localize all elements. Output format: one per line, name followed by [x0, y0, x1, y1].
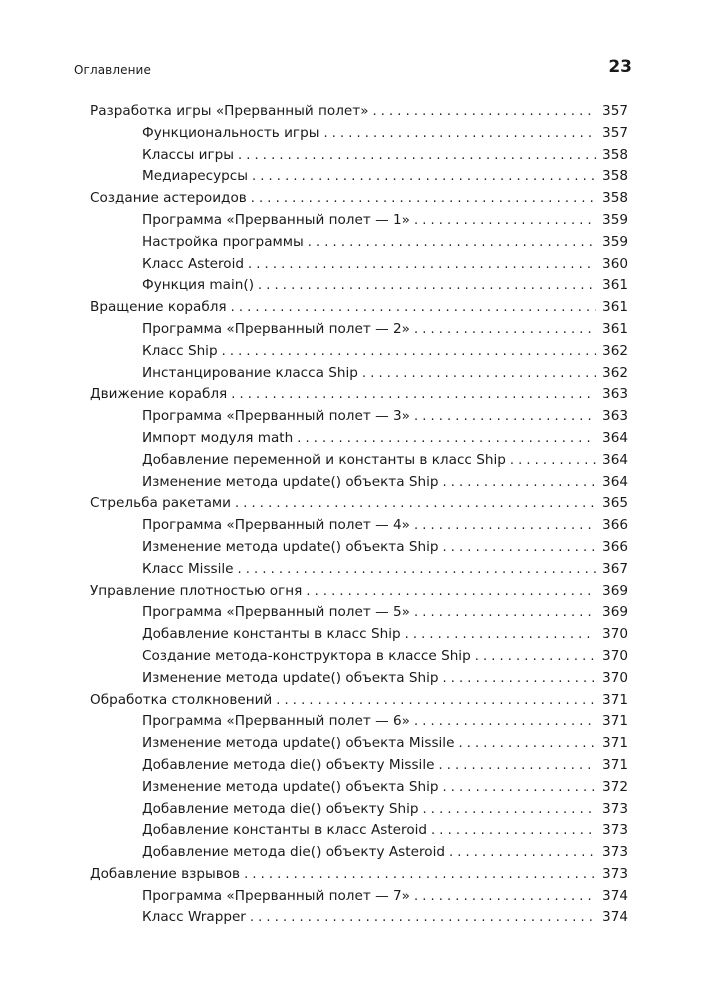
toc-entry-title: Движение корабля: [90, 386, 228, 403]
toc-entry-page: 374: [602, 887, 628, 904]
toc-entry-page: 371: [602, 756, 628, 773]
toc-entry-page: 362: [602, 342, 628, 359]
toc-dot-leader: [323, 123, 596, 145]
toc-entry-title: Класс Wrapper: [142, 909, 246, 926]
toc-entry-title: Вращение корабля: [90, 299, 227, 316]
toc-subsection-entry[interactable]: [90, 733, 628, 755]
toc-subsection-entry[interactable]: [90, 886, 628, 908]
toc-entry-page: 371: [602, 713, 628, 730]
toc-subsection-entry[interactable]: [90, 254, 628, 276]
toc-dot-leader: [251, 188, 596, 210]
toc-entry-page: 370: [602, 669, 628, 686]
toc-dot-leader: [244, 864, 596, 886]
toc-subsection-entry[interactable]: [90, 166, 628, 188]
toc-dot-leader: [250, 907, 596, 929]
toc-section-entry[interactable]: [90, 581, 628, 603]
toc-entry-page: 357: [602, 124, 628, 141]
toc-entry-title: Добавление метода die() объекту Asteroid: [142, 844, 445, 861]
toc-subsection-entry[interactable]: [90, 341, 628, 363]
toc-dot-leader: [423, 799, 597, 821]
toc-dot-leader: [405, 624, 596, 646]
toc-subsection-entry[interactable]: [90, 646, 628, 668]
toc-entry-title: Класс Missile: [142, 560, 234, 577]
toc-subsection-entry[interactable]: [90, 515, 628, 537]
toc-entry-title: Добавление переменной и константы в класс Ship: [142, 451, 506, 468]
toc-dot-leader: [222, 341, 596, 363]
toc-dot-leader: [373, 101, 597, 123]
page-number: 23: [608, 57, 632, 77]
toc-entry-title: Программа «Прерванный полет — 5»: [142, 604, 410, 621]
toc-entry-title: Изменение метода update() объекта Ship: [142, 778, 439, 795]
toc-dot-leader: [443, 537, 597, 559]
toc-entry-page: 374: [602, 909, 628, 926]
toc-entry-title: Изменение метода update() объекта Missile: [142, 735, 455, 752]
toc-section-entry[interactable]: [90, 493, 628, 515]
toc-dot-leader: [414, 886, 596, 908]
toc-entry-page: 370: [602, 647, 628, 664]
toc-entry-title: Функциональность игры: [142, 124, 320, 141]
toc-entry-page: 371: [602, 735, 628, 752]
toc-entry-title: Разработка игры «Прерванный полет»: [90, 103, 369, 119]
toc-entry-title: Программа «Прерванный полет — 7»: [142, 887, 410, 904]
toc-subsection-entry[interactable]: [90, 123, 628, 145]
toc-dot-leader: [414, 602, 596, 624]
toc-subsection-entry[interactable]: [90, 602, 628, 624]
toc-entry-page: 372: [602, 778, 628, 795]
toc-entry-title: Изменение метода update() объекта Ship: [142, 669, 439, 686]
toc-entry-title: Программа «Прерванный полет — 1»: [142, 211, 410, 228]
toc-entry-page: 364: [602, 429, 628, 446]
toc-section-entry[interactable]: [90, 690, 628, 712]
toc-subsection-entry[interactable]: [90, 842, 628, 864]
running-header-title: Оглавление: [74, 63, 151, 77]
toc-dot-leader: [306, 581, 596, 603]
toc-entry-title: Добавление метода die() объекту Missile: [142, 756, 435, 773]
toc-section-entry[interactable]: [90, 188, 628, 210]
toc-entry-page: 363: [602, 386, 628, 403]
toc-entry-page: 365: [602, 495, 628, 512]
toc-entry-page: 369: [602, 582, 628, 599]
toc-dot-leader: [443, 472, 597, 494]
toc-subsection-entry[interactable]: [90, 755, 628, 777]
toc-entry-page: 360: [602, 255, 628, 272]
toc-dot-leader: [414, 711, 596, 733]
toc-subsection-entry[interactable]: [90, 210, 628, 232]
toc-dot-leader: [414, 515, 596, 537]
toc-entry-page: 370: [602, 626, 628, 643]
toc-dot-leader: [276, 690, 596, 712]
toc-entry-title: Медиаресурсы: [142, 168, 249, 185]
toc-dot-leader: [443, 777, 597, 799]
toc-entry-page: 361: [602, 320, 628, 337]
toc-subsection-entry[interactable]: [90, 275, 628, 297]
toc-entry-page: 358: [602, 190, 628, 207]
toc-entry-page: 362: [602, 364, 628, 381]
toc-entry-title: Настройка программы: [142, 233, 304, 250]
toc-entry-page: 361: [602, 277, 628, 294]
toc-section-entry[interactable]: [90, 384, 628, 406]
toc-dot-leader: [362, 363, 596, 385]
toc-dot-leader: [414, 406, 596, 428]
toc-dot-leader: [510, 450, 596, 472]
toc-entry-page: 358: [602, 146, 628, 163]
toc-entry-title: Добавление константы в класс Ship: [142, 626, 401, 643]
toc-entry-title: Добавление метода die() объекту Ship: [142, 800, 419, 817]
toc-entry-title: Добавление константы в класс Asteroid: [142, 822, 428, 839]
toc-subsection-entry[interactable]: [90, 799, 628, 821]
toc-entry-title: Программа «Прерванный полет — 3»: [142, 408, 410, 425]
toc-entry-title: Программа «Прерванный полет — 6»: [142, 713, 410, 730]
toc-dot-leader: [231, 384, 596, 406]
toc-subsection-entry[interactable]: [90, 363, 628, 385]
toc-entry-title: Импорт модуля math: [142, 429, 294, 446]
toc-subsection-entry[interactable]: [90, 450, 628, 472]
toc-entry-page: 371: [602, 691, 628, 708]
toc-entry-page: 373: [602, 822, 628, 839]
toc-entry-title: Функция main(): [142, 277, 255, 294]
toc-dot-leader: [449, 842, 596, 864]
toc-entry-page: 357: [602, 103, 628, 119]
toc-subsection-entry[interactable]: [90, 559, 628, 581]
toc-subsection-entry[interactable]: [90, 319, 628, 341]
toc-dot-leader: [438, 755, 596, 777]
toc-entry-page: 358: [602, 168, 628, 185]
page-header: [62, 54, 632, 84]
toc-subsection-entry[interactable]: [90, 907, 628, 929]
toc-entry-page: 364: [602, 473, 628, 490]
toc-entry-title: Инстанцирование класса Ship: [142, 364, 358, 381]
toc-entry-page: 373: [602, 800, 628, 817]
toc-dot-leader: [238, 145, 596, 167]
toc-dot-leader: [252, 166, 596, 188]
toc-entry-page: 361: [602, 299, 628, 316]
toc-subsection-entry[interactable]: [90, 711, 628, 733]
toc-dot-leader: [258, 275, 596, 297]
toc-section-entry[interactable]: [90, 297, 628, 319]
toc-dot-leader: [431, 820, 596, 842]
toc-entry-title: Создание астероидов: [90, 190, 247, 207]
toc-subsection-entry[interactable]: [90, 145, 628, 167]
toc-dot-leader: [414, 319, 596, 341]
toc-entry-title: Изменение метода update() объекта Ship: [142, 473, 439, 490]
toc-entry-page: 364: [602, 451, 628, 468]
toc-entry-page: 373: [602, 865, 628, 882]
toc-entry-page: 363: [602, 408, 628, 425]
table-of-contents: [90, 101, 628, 929]
toc-entry-title: Управление плотностью огня: [90, 582, 303, 599]
toc-dot-leader: [248, 254, 596, 276]
toc-subsection-entry[interactable]: [90, 668, 628, 690]
toc-entry-page: 373: [602, 844, 628, 861]
toc-subsection-entry[interactable]: [90, 624, 628, 646]
toc-entry-title: Класс Ship: [142, 342, 218, 359]
toc-section-entry[interactable]: [90, 864, 628, 886]
toc-entry-title: Стрельба ракетами: [90, 495, 232, 512]
toc-entry-title: Изменение метода update() объекта Ship: [142, 538, 439, 555]
toc-dot-leader: [443, 668, 597, 690]
toc-entry-title: Класс Asteroid: [142, 255, 245, 272]
toc-section-entry[interactable]: [90, 101, 628, 123]
toc-entry-page: 359: [602, 233, 628, 250]
toc-entry-title: Классы игры: [142, 146, 235, 163]
toc-entry-title: Программа «Прерванный полет — 2»: [142, 320, 410, 337]
toc-entry-page: 359: [602, 211, 628, 228]
toc-entry-page: 369: [602, 604, 628, 621]
toc-dot-leader: [308, 232, 596, 254]
toc-entry-page: 367: [602, 560, 628, 577]
toc-dot-leader: [235, 493, 596, 515]
toc-dot-leader: [238, 559, 597, 581]
toc-subsection-entry[interactable]: [90, 820, 628, 842]
toc-entry-page: 366: [602, 538, 628, 555]
toc-dot-leader: [297, 428, 596, 450]
toc-entry-page: 366: [602, 517, 628, 534]
toc-entry-title: Создание метода-конструктора в классе Ship: [142, 647, 471, 664]
toc-entry-title: Программа «Прерванный полет — 4»: [142, 517, 410, 534]
toc-dot-leader: [231, 297, 596, 319]
toc-subsection-entry[interactable]: [90, 428, 628, 450]
toc-dot-leader: [458, 733, 596, 755]
toc-subsection-entry[interactable]: [90, 232, 628, 254]
toc-entry-title: Обработка столкновений: [90, 691, 273, 708]
toc-dot-leader: [475, 646, 596, 668]
toc-subsection-entry[interactable]: [90, 406, 628, 428]
toc-subsection-entry[interactable]: [90, 472, 628, 494]
toc-entry-title: Добавление взрывов: [90, 865, 241, 882]
toc-subsection-entry[interactable]: [90, 777, 628, 799]
toc-dot-leader: [414, 210, 596, 232]
toc-subsection-entry[interactable]: [90, 537, 628, 559]
